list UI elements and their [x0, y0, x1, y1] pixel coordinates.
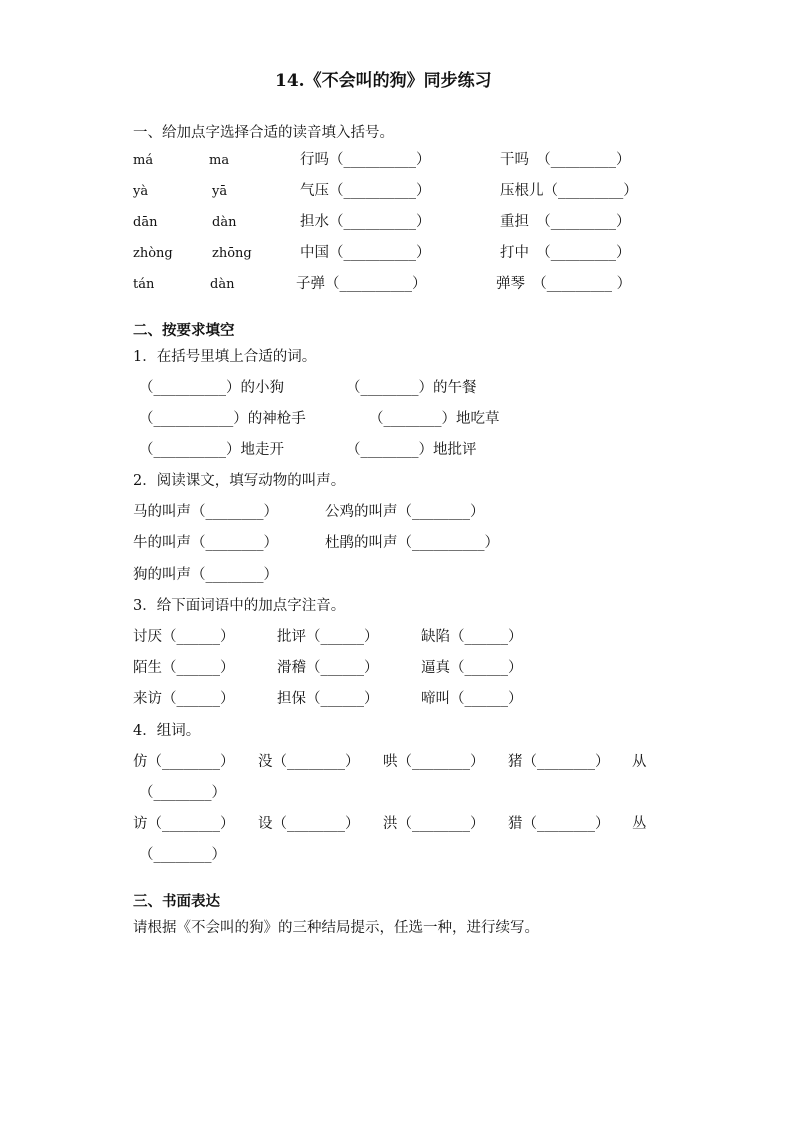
answer-blank-item[interactable]: （________）的午餐 — [346, 380, 477, 396]
pinyin-option: zhòng — [133, 246, 173, 261]
answer-blank-item[interactable]: 访（________） — [133, 816, 235, 832]
answer-blank-item[interactable]: （__________）地走开 — [139, 442, 284, 458]
answer-blank-item[interactable]: 打中 （_________） — [500, 245, 631, 261]
answer-blank-item[interactable]: （________） — [139, 785, 226, 801]
answer-blank-item[interactable]: 弹琴 （_________ ） — [496, 276, 632, 292]
word-char: 从 — [632, 754, 647, 770]
section1-heading: 一、给加点字选择合适的读音填入括号。 — [133, 125, 394, 141]
answer-blank-item[interactable]: 猪（________） — [508, 754, 610, 770]
answer-blank-item[interactable]: （________）地批评 — [346, 442, 477, 458]
page-title: 14.《不会叫的狗》同步练习 — [275, 71, 492, 91]
answer-blank-item[interactable]: 猎（________） — [508, 816, 610, 832]
answer-blank-item[interactable]: 讨厌（______） — [133, 629, 235, 645]
answer-blank-item[interactable]: 子弹（__________） — [296, 276, 427, 292]
answer-blank-item[interactable]: （________） — [139, 847, 226, 863]
answer-blank-item[interactable]: 哄（________） — [383, 754, 485, 770]
answer-blank-item[interactable]: 干吗 （_________） — [500, 152, 631, 168]
answer-blank-item[interactable]: 啼叫（______） — [421, 691, 523, 707]
section2-heading: 二、按要求填空 — [133, 322, 235, 339]
answer-blank-item[interactable]: 马的叫声（________） — [133, 504, 278, 520]
pinyin-option: má — [133, 153, 154, 168]
pinyin-option: dàn — [212, 215, 237, 230]
answer-blank-item[interactable]: 杜鹃的叫声（__________） — [325, 535, 499, 551]
answer-blank-item[interactable]: 公鸡的叫声（________） — [325, 504, 485, 520]
answer-blank-item[interactable]: 缺陷（______） — [421, 629, 523, 645]
answer-blank-item[interactable]: 批评（______） — [277, 629, 379, 645]
answer-blank-item[interactable]: 气压（__________） — [300, 183, 431, 199]
pinyin-option: ma — [209, 153, 230, 168]
pinyin-option: yà — [133, 184, 149, 199]
pinyin-option: tán — [133, 277, 155, 292]
answer-blank-item[interactable]: （___________）的神枪手 — [139, 411, 306, 427]
question-heading: 1．在括号里填上合适的词。 — [133, 349, 317, 365]
answer-blank-item[interactable]: 狗的叫声（________） — [133, 567, 278, 583]
answer-blank-item[interactable]: 压根儿（_________） — [500, 183, 638, 199]
pinyin-option: zhōng — [212, 246, 252, 261]
answer-blank-item[interactable]: （________）地吃草 — [369, 411, 500, 427]
pinyin-option: yā — [212, 184, 228, 199]
answer-blank-item[interactable]: （__________）的小狗 — [139, 380, 284, 396]
pinyin-option: dàn — [210, 277, 235, 292]
answer-blank-item[interactable]: 逼真（______） — [421, 660, 523, 676]
section3-heading: 三、书面表达 — [133, 893, 220, 910]
answer-blank-item[interactable]: 重担 （_________） — [500, 214, 631, 230]
answer-blank-item[interactable]: 陌生（______） — [133, 660, 235, 676]
answer-blank-item[interactable]: 行吗（__________） — [300, 152, 431, 168]
answer-blank-item[interactable]: 中国（__________） — [300, 245, 431, 261]
answer-blank-item[interactable]: 来访（______） — [133, 691, 235, 707]
answer-blank-item[interactable]: 仿（________） — [133, 754, 235, 770]
question-heading: 3．给下面词语中的加点字注音。 — [133, 598, 346, 614]
answer-blank-item[interactable]: 设（________） — [258, 816, 360, 832]
answer-blank-item[interactable]: 没（________） — [258, 754, 360, 770]
section3-prompt: 请根据《不会叫的狗》的三种结局提示，任选一种，进行续写。 — [133, 920, 539, 936]
question-heading: 4．组词。 — [133, 723, 201, 739]
answer-blank-item[interactable]: 牛的叫声（________） — [133, 535, 278, 551]
answer-blank-item[interactable]: 担水（__________） — [300, 214, 431, 230]
answer-blank-item[interactable]: 滑稽（______） — [277, 660, 379, 676]
answer-blank-item[interactable]: 担保（______） — [277, 691, 379, 707]
question-heading: 2．阅读课文，填写动物的叫声。 — [133, 473, 346, 489]
pinyin-option: dān — [133, 215, 158, 230]
word-char: 丛 — [632, 816, 647, 832]
answer-blank-item[interactable]: 洪（________） — [383, 816, 485, 832]
